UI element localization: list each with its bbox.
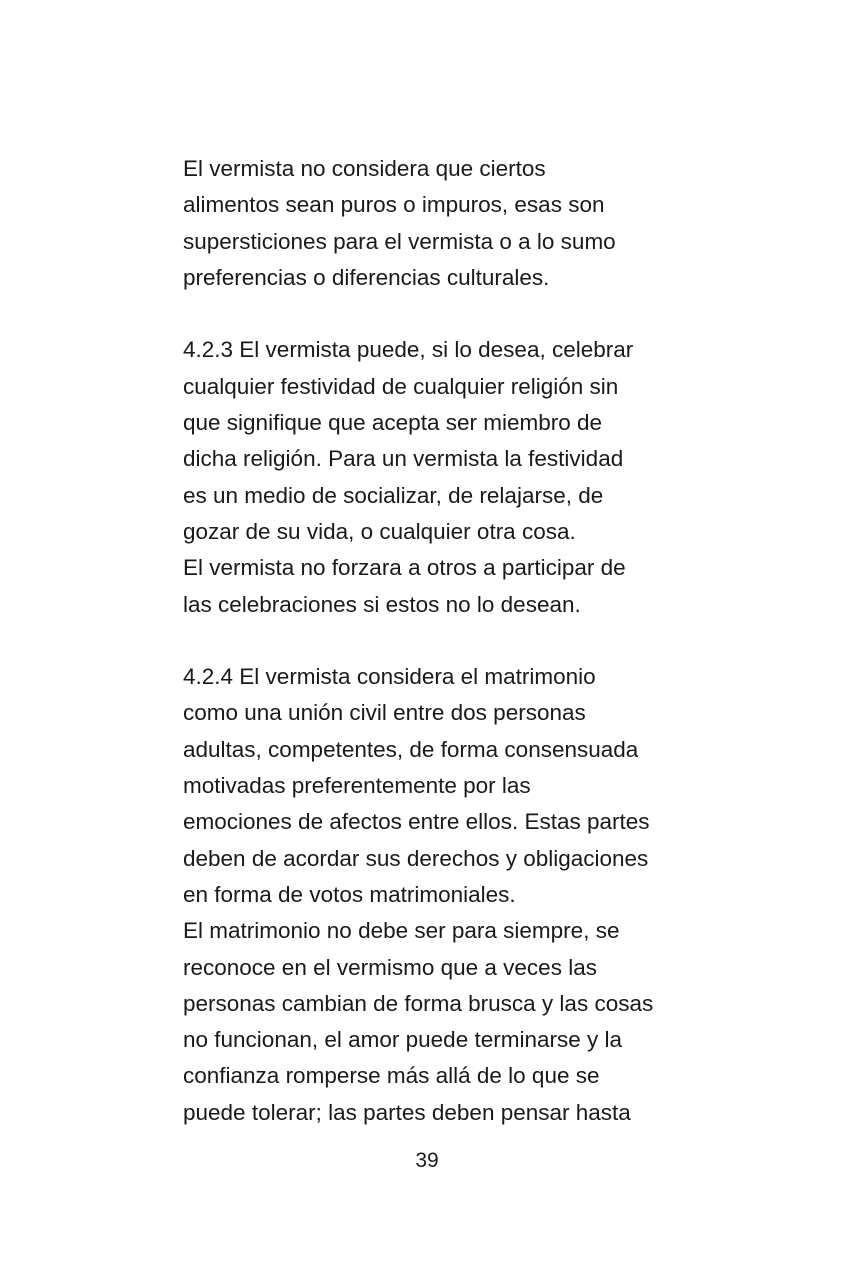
text-line: puede tolerar; las partes deben pensar hasta	[183, 1099, 631, 1125]
paragraph-spacer	[183, 296, 703, 332]
text-line: que signifique que acepta ser miembro de	[183, 410, 603, 436]
text-line: las celebraciones si estos no lo desean.	[183, 591, 581, 617]
paragraph	[183, 659, 703, 1131]
text-line: motivadas preferentemente por las	[183, 773, 531, 799]
text-line: 4.2.4 El vermista considera el matrimonio	[183, 664, 596, 690]
paragraph	[183, 332, 703, 622]
text-line: reconoce en el vermismo que a veces las	[183, 954, 597, 980]
text-line: alimentos sean puros o impuros, esas son	[183, 192, 605, 218]
text-line: dicha religión. Para un vermista la festividad	[183, 446, 624, 472]
body-text	[183, 151, 703, 1131]
text-line: supersticiones para el vermista o a lo sumo	[183, 228, 616, 254]
text-line: es un medio de socializar, de relajarse, de	[183, 482, 604, 508]
page-number: 39	[415, 1149, 439, 1172]
text-line: deben de acordar sus derechos y obligaciones	[183, 845, 649, 871]
text-line: El vermista no forzara a otros a participar de	[183, 555, 626, 581]
text-line: El vermista no considera que ciertos	[183, 156, 546, 181]
text-line: preferencias o diferencias culturales.	[183, 264, 550, 290]
text-line: cualquier festividad de cualquier religión sin	[183, 373, 619, 399]
text-line: personas cambian de forma brusca y las cosas	[183, 990, 654, 1016]
text-line: El matrimonio no debe ser para siempre, se	[183, 918, 620, 944]
text-line: emociones de afectos entre ellos. Estas partes	[183, 809, 650, 835]
text-line: como una unión civil entre dos personas	[183, 700, 586, 726]
paragraph-spacer	[183, 623, 703, 659]
paragraph	[183, 151, 703, 296]
text-line: adultas, competentes, de forma consensuada	[183, 736, 639, 762]
text-line: no funcionan, el amor puede terminarse y la	[183, 1027, 623, 1053]
text-line: en forma de votos matrimoniales.	[183, 881, 516, 907]
text-line: confianza romperse más allá de lo que se	[183, 1063, 600, 1089]
text-line: gozar de su vida, o cualquier otra cosa.	[183, 518, 576, 544]
text-line: 4.2.3 El vermista puede, si lo desea, celebrar	[183, 337, 634, 363]
